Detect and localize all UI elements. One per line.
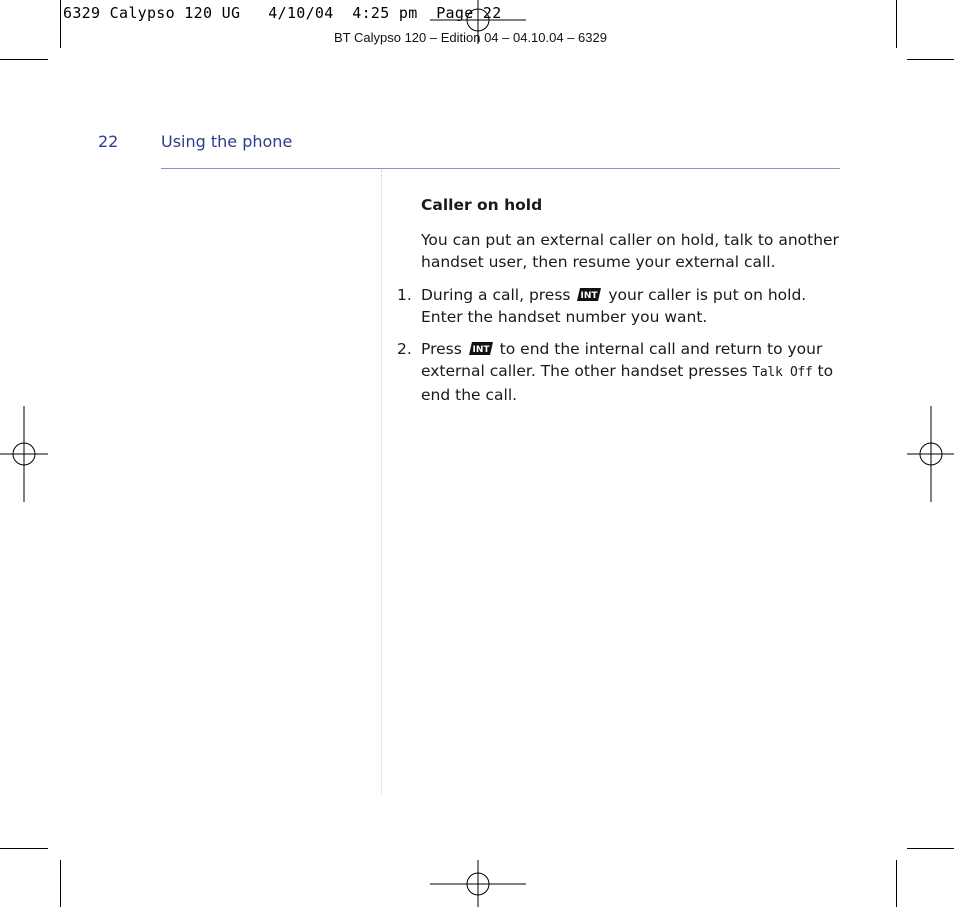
edition-line: BT Calypso 120 – Edition 04 – 04.10.04 – 6329	[334, 30, 607, 45]
section-heading: Caller on hold	[421, 196, 543, 214]
display-text-talk-off: Talk Off	[752, 365, 813, 380]
step-number: 2.	[397, 340, 412, 358]
step-number: 1.	[397, 286, 412, 304]
step-1	[397, 284, 841, 328]
step-text: During a call, press	[421, 286, 571, 304]
step-text: your caller is put on hold. Enter the handset number you want.	[421, 286, 807, 326]
header-rule	[161, 168, 840, 169]
int-key-label: INT	[472, 345, 490, 356]
step-text: to end the call.	[421, 362, 834, 404]
page-number: 22	[98, 132, 119, 151]
int-key-icon	[576, 287, 602, 302]
print-slug: 6329 Calypso 120 UG 4/10/04 4:25 pm Page 22	[63, 4, 502, 22]
step-text: Press	[421, 340, 462, 358]
int-key-icon	[468, 341, 494, 356]
step-2	[397, 338, 841, 406]
int-key-label: INT	[580, 291, 598, 302]
column-divider	[381, 170, 382, 794]
section-title: Using the phone	[161, 132, 293, 151]
step-text: to end the internal call and return to your external caller. The other handset presses	[421, 340, 823, 380]
intro-paragraph: You can put an external caller on hold, talk to another handset user, then resume your external call.	[421, 231, 839, 271]
